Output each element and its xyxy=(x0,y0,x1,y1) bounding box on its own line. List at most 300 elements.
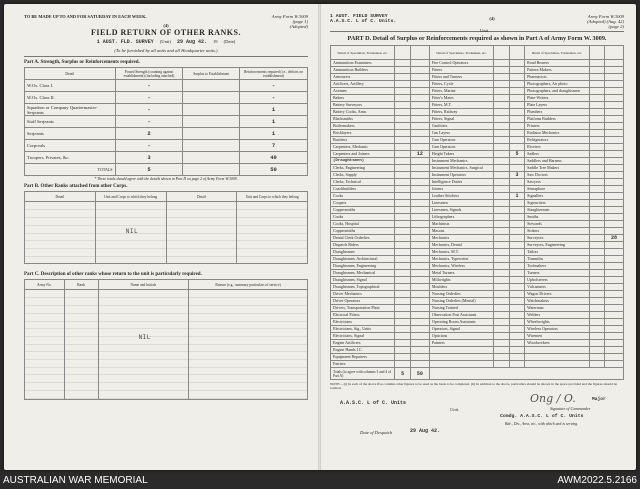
partD-count xyxy=(589,221,604,228)
partA-row xyxy=(25,116,308,128)
partA-cell-reinf: 7 xyxy=(240,140,308,152)
partA-table xyxy=(24,67,308,176)
partD-count xyxy=(410,158,429,165)
partD-trade: Surveyors, Engineering xyxy=(525,242,589,249)
partD-count xyxy=(509,102,524,109)
partD-count xyxy=(589,193,604,200)
partD-trade: Sawyers xyxy=(525,179,589,186)
partD-count xyxy=(605,60,624,67)
partD-count xyxy=(395,305,410,312)
partD-count xyxy=(410,81,429,88)
partD-trade: Platform Builders xyxy=(525,116,589,123)
partD-trade: Nursing Orderlies (Mental) xyxy=(429,298,493,305)
partD-count xyxy=(605,263,624,270)
partD-count xyxy=(494,214,509,221)
partD-count xyxy=(589,88,604,95)
partA-cell-surplus xyxy=(183,116,240,128)
partD-count xyxy=(410,263,429,270)
partD-trade: Saw Doctors xyxy=(525,172,589,179)
partC-header: Name and Initials xyxy=(98,280,189,290)
right-sheet-number: (4) xyxy=(489,16,495,21)
sig-stamp: A.A.S.C. L of C. Units xyxy=(340,400,407,407)
partD-count xyxy=(410,186,429,193)
partD-count xyxy=(589,214,604,221)
partD-count xyxy=(395,263,410,270)
partD-trade: Signwriters xyxy=(525,200,589,207)
partD-row xyxy=(331,200,624,207)
partD-row xyxy=(331,137,624,144)
partD-count xyxy=(589,102,604,109)
date-label: (Date) xyxy=(223,39,236,44)
partD-count xyxy=(494,200,509,207)
partD-trade: Radiator Mechanics xyxy=(525,130,589,137)
partD-count xyxy=(509,130,524,137)
partD-trade: Mechanics, M.T. xyxy=(429,249,493,256)
partD-count xyxy=(410,228,429,235)
partD-trade: Fitters and Turners xyxy=(429,74,493,81)
partD-trade: Road Bearers xyxy=(525,60,589,67)
partA-cell-reinf: - xyxy=(240,92,308,104)
partD-trade xyxy=(525,354,589,361)
partD-count xyxy=(410,109,429,116)
partD-row xyxy=(331,88,624,95)
dispatch-typed: 29 Aug 42. xyxy=(410,428,441,435)
partD-row xyxy=(331,361,624,368)
partD-count xyxy=(410,130,429,137)
partD-count xyxy=(605,298,624,305)
partD-trade: Watchmakers xyxy=(525,298,589,305)
partD-trade: Mechanics xyxy=(429,235,493,242)
right-adopted: (Adopted) (Aug. 42) xyxy=(587,19,624,24)
partD-row xyxy=(331,263,624,270)
partD-row xyxy=(331,242,624,249)
partA-cell-reinf: 50 xyxy=(240,164,308,176)
partD-count xyxy=(509,319,524,326)
partA-row xyxy=(25,128,308,140)
partD-count xyxy=(509,144,524,151)
partD-count xyxy=(410,333,429,340)
partD-trade: Metal Turners xyxy=(429,270,493,277)
partB-header: Detail xyxy=(166,192,237,202)
sig-label: Signature of Commander xyxy=(550,406,591,412)
partD-trade: Surveyors xyxy=(525,235,589,242)
partD-count xyxy=(395,298,410,305)
partD-trade xyxy=(429,347,493,354)
partD-count xyxy=(509,347,524,354)
partD-count xyxy=(395,95,410,102)
partD-col-header: Detail of Specialists, Tradesmen, etc. xyxy=(429,46,493,60)
partD-count xyxy=(395,165,410,172)
partD-count xyxy=(589,333,604,340)
partD-trade: Fitters, Cycle xyxy=(429,81,493,88)
partD-count xyxy=(605,228,624,235)
partD-count xyxy=(410,60,429,67)
partB-title: Part B. Other Ranks attached from other Corps. xyxy=(24,184,128,189)
partD-count xyxy=(395,200,410,207)
partD-count xyxy=(509,333,524,340)
partD-row xyxy=(331,116,624,123)
partD-count xyxy=(589,277,604,284)
right-unit-typed: 1 AUST. FIELD SURVEY xyxy=(330,14,388,19)
partD-row xyxy=(331,305,624,312)
partD-count xyxy=(395,67,410,74)
partA-cell-strength: 2 xyxy=(115,128,183,140)
partD-count xyxy=(395,186,410,193)
partA-cell-surplus xyxy=(183,164,240,176)
partD-trade: Fitter's Mates xyxy=(429,95,493,102)
partD-trade: Photographers, Air photo xyxy=(525,81,589,88)
partD-count xyxy=(589,235,604,242)
partD-trade: Carpenters, Mechanic xyxy=(331,144,395,151)
partD-count xyxy=(410,277,429,284)
partD-trade: Refrigerators xyxy=(525,137,589,144)
partD-row xyxy=(331,270,624,277)
partD-count xyxy=(589,67,604,74)
partD-trade: Engine Artificers xyxy=(331,340,395,347)
partD-count xyxy=(494,291,509,298)
sig-stamp-label: Unit. xyxy=(450,407,460,413)
totals-value: 5 xyxy=(395,368,410,380)
partD-row xyxy=(331,67,624,74)
partD-count xyxy=(589,81,604,88)
partD-row xyxy=(331,333,624,340)
footer-right: AWM2022.5.2166 xyxy=(557,475,637,486)
partD-count xyxy=(509,165,524,172)
partD-count xyxy=(605,186,624,193)
partD-trade: Slaughtermen xyxy=(525,207,589,214)
footer-bar xyxy=(0,472,640,489)
partD-trade: Battery Cooks, Amn. xyxy=(331,109,395,116)
partD-count xyxy=(509,137,524,144)
partA-row xyxy=(25,104,308,116)
partD-trade: Joiners xyxy=(429,186,493,193)
partA-header: Posted Strength (counting against establishment) (including attached) xyxy=(115,68,183,80)
partD-count xyxy=(589,284,604,291)
partD-count xyxy=(494,235,509,242)
partD-count xyxy=(395,74,410,81)
partD-count xyxy=(605,312,624,319)
partD-row xyxy=(331,165,624,172)
partD-trade: Signallers xyxy=(525,193,589,200)
partD-row xyxy=(331,207,624,214)
partA-row xyxy=(25,80,308,92)
partD-trade: Turners xyxy=(525,270,589,277)
partD-count xyxy=(410,165,429,172)
partD-trade: Coachbuilders xyxy=(331,186,395,193)
partD-count xyxy=(509,207,524,214)
partA-cell-strength: 3 xyxy=(115,152,183,164)
partD-count xyxy=(395,88,410,95)
partD-count xyxy=(494,102,509,109)
partD-count xyxy=(494,67,509,74)
partD-count xyxy=(509,221,524,228)
left-page xyxy=(4,4,318,470)
partD-trade: Driver Operators xyxy=(331,298,395,305)
partD-trade: Waterman xyxy=(525,305,589,312)
partD-count xyxy=(410,207,429,214)
partD-count xyxy=(509,200,524,207)
partD-count xyxy=(605,221,624,228)
partD-trade: Saddle Tree Makers xyxy=(525,165,589,172)
partD-count xyxy=(605,116,624,123)
partD-row xyxy=(331,291,624,298)
partD-count xyxy=(494,361,509,368)
partD-trade: Nursing Trained xyxy=(429,305,493,312)
date-typed: 29 Aug 42. xyxy=(176,39,207,45)
date-prefix: 19 xyxy=(212,39,218,44)
partD-trade: Bakers xyxy=(331,95,395,102)
partD-count xyxy=(589,95,604,102)
partD-trade: Mechanics, Typewriter xyxy=(429,256,493,263)
right-page xyxy=(320,4,636,470)
partD-trade: Blacksmiths xyxy=(331,116,395,123)
partD-trade: Draughtsmen, Topographical xyxy=(331,284,395,291)
partD-trade: Engine Hands I.C. xyxy=(331,347,395,354)
partD-trade: Stewards xyxy=(525,221,589,228)
partD-trade: Cooks xyxy=(331,193,395,200)
partD-count xyxy=(494,228,509,235)
partA-cell-strength: - xyxy=(115,140,183,152)
partD-count xyxy=(509,270,524,277)
partA-row xyxy=(25,164,308,176)
partD-count: 12 xyxy=(410,151,429,158)
partB-table xyxy=(24,191,308,264)
partD-trade: Toolmakers xyxy=(525,263,589,270)
partD-count xyxy=(494,123,509,130)
partA-cell-detail: Troopers, Privates, &c. xyxy=(25,152,116,164)
partD-trade: Cooks, Hospital xyxy=(331,221,395,228)
form-title: FIELD RETURN OF OTHER RANKS. xyxy=(91,28,241,37)
partA-cell-detail: Staff Serjeants xyxy=(25,116,116,128)
partD-trade: Observation Post Assistants xyxy=(429,312,493,319)
partD-count xyxy=(410,340,429,347)
partD-count xyxy=(589,291,604,298)
partD-trade: Wagon Drivers xyxy=(525,291,589,298)
partA-cell-reinf: 1 xyxy=(240,104,308,116)
partD-trade: Fitters, Marine xyxy=(429,88,493,95)
partD-count xyxy=(589,326,604,333)
partD-count xyxy=(589,151,604,158)
partD-count xyxy=(494,319,509,326)
totals-label: Totals (to agree with columns 3 and 4 of Part A) xyxy=(331,368,395,380)
partD-count xyxy=(509,256,524,263)
partD-count xyxy=(589,312,604,319)
partA-row xyxy=(25,152,308,164)
partD-trade: Electricians, Signal xyxy=(331,333,395,340)
partA-cell-detail: Corporals xyxy=(25,140,116,152)
partD-count xyxy=(395,256,410,263)
partD-count xyxy=(494,130,509,137)
partA-cell-strength: - xyxy=(115,104,183,116)
partD-count xyxy=(589,158,604,165)
partD-trade: Riveters xyxy=(525,144,589,151)
partD-count xyxy=(589,74,604,81)
partD-count xyxy=(494,340,509,347)
partD-trade: Saddlers and Harness xyxy=(525,158,589,165)
partD-row xyxy=(331,284,624,291)
partD-count xyxy=(395,81,410,88)
partD-count xyxy=(410,221,429,228)
page-number: (page 1) xyxy=(292,19,308,24)
partD-row xyxy=(331,326,624,333)
partD-trade: Linesmen xyxy=(429,200,493,207)
partD-count xyxy=(395,312,410,319)
partD-count xyxy=(509,179,524,186)
partD-row xyxy=(331,214,624,221)
partA-cell-detail: Serjeants xyxy=(25,128,116,140)
partD-count xyxy=(395,116,410,123)
partD-trade: Printers xyxy=(525,123,589,130)
partD-count xyxy=(605,333,624,340)
partD-count xyxy=(589,249,604,256)
partD-count xyxy=(410,95,429,102)
partD-trade: Clerks, Engineering xyxy=(331,165,395,172)
partD-count xyxy=(509,284,524,291)
partD-trade: Electricians, Sig., Units xyxy=(331,326,395,333)
partD-trade: Opticians xyxy=(429,333,493,340)
partD-trade: Gasfitters xyxy=(429,123,493,130)
partD-count xyxy=(395,228,410,235)
partD-count xyxy=(395,123,410,130)
partD-row xyxy=(331,60,624,67)
partD-trade: Mechanics, Wireless xyxy=(429,263,493,270)
partD-row xyxy=(331,95,624,102)
partD-count xyxy=(494,284,509,291)
partD-count xyxy=(494,333,509,340)
partC-header: Army No. xyxy=(25,280,65,290)
partD-trade: Sadlers xyxy=(525,151,589,158)
partD-trade: Gun Operators xyxy=(429,137,493,144)
partD-row xyxy=(331,102,624,109)
partD-count xyxy=(509,95,524,102)
partD-count xyxy=(605,158,624,165)
unit-label: (Unit) xyxy=(159,39,171,44)
partD-count xyxy=(509,277,524,284)
partD-count xyxy=(410,298,429,305)
partD-count xyxy=(605,284,624,291)
partA-cell-strength: - xyxy=(115,80,183,92)
partD-trade: Tinsmiths xyxy=(525,256,589,263)
partD-row xyxy=(331,172,624,179)
partD-count xyxy=(395,277,410,284)
partD-trade: Semaphore xyxy=(525,186,589,193)
partD-count xyxy=(589,361,604,368)
partA-cell-strength: - xyxy=(115,92,183,104)
right-subunit-typed: A.A.S.C. L of C. Units. xyxy=(330,19,397,24)
partD-row xyxy=(331,151,624,158)
partD-row xyxy=(331,249,624,256)
partD-count xyxy=(494,354,509,361)
partD-row xyxy=(331,81,624,88)
partD-count xyxy=(589,130,604,137)
partD-count xyxy=(509,214,524,221)
partA-header: Surplus to Establishment xyxy=(183,68,240,80)
partD-count xyxy=(509,228,524,235)
partD-count xyxy=(494,305,509,312)
partD-count xyxy=(410,116,429,123)
partD-count xyxy=(395,221,410,228)
partD-trade: Instrument Operators xyxy=(429,172,493,179)
partD-count xyxy=(605,144,624,151)
partD-trade: Photographers, and draughtsmen xyxy=(525,88,589,95)
partA-cell-detail: W.Os. Class I. xyxy=(25,80,116,92)
partD-count xyxy=(395,172,410,179)
partD-trade: Drivers, Transportation Plant xyxy=(331,305,395,312)
partD-trade: Stokers xyxy=(525,228,589,235)
partD-trade: Pharmacists xyxy=(525,74,589,81)
partD-count xyxy=(605,305,624,312)
partD-count xyxy=(395,193,410,200)
partD-count xyxy=(589,109,604,116)
partD-count xyxy=(395,242,410,249)
partD-count xyxy=(589,270,604,277)
partD-trade: Instrument Mechanics, Surgical xyxy=(429,165,493,172)
partD-trade: Driver Mechanics xyxy=(331,291,395,298)
partD-row xyxy=(331,256,624,263)
partD-trade: Height Takers xyxy=(429,151,493,158)
partD-trade: Draughtsmen, Architectural xyxy=(331,256,395,263)
partD-row xyxy=(331,144,624,151)
partA-cell-surplus xyxy=(183,128,240,140)
partD-count xyxy=(605,109,624,116)
partD-count xyxy=(589,137,604,144)
partD-count xyxy=(410,67,429,74)
partD-count xyxy=(410,305,429,312)
partD-trade: Axemen xyxy=(331,88,395,95)
partA-cell-surplus xyxy=(183,152,240,164)
partD-count xyxy=(605,137,624,144)
partD-count xyxy=(509,88,524,95)
signature-rank: Major xyxy=(592,397,606,403)
partD-count xyxy=(494,263,509,270)
partD-count xyxy=(410,270,429,277)
partD-count xyxy=(605,340,624,347)
partD-count xyxy=(605,242,624,249)
partD-col-header: Detail of Specialists, Tradesmen, etc. xyxy=(525,46,589,60)
partD-row xyxy=(331,74,624,81)
comd-label: Bde., Div., Area, etc., with which unit is serving. xyxy=(505,422,579,427)
partA-row xyxy=(25,92,308,104)
partC-header: Reason (e.g., summary particulars of service) xyxy=(189,280,308,290)
partD-count xyxy=(410,144,429,151)
partA-cell-surplus xyxy=(183,92,240,104)
partA-cell-surplus xyxy=(183,140,240,152)
adopted-label: (Adopted) xyxy=(289,24,308,29)
partD-count xyxy=(410,319,429,326)
partD-count xyxy=(589,186,604,193)
partD-count xyxy=(410,347,429,354)
partD-count xyxy=(589,116,604,123)
partD-trade: Millwrights xyxy=(429,277,493,284)
partD-count xyxy=(605,165,624,172)
partD-count xyxy=(509,326,524,333)
partD-count xyxy=(494,221,509,228)
partD-count xyxy=(589,60,604,67)
partD-trade: Intelligence Duties xyxy=(429,179,493,186)
partD-row xyxy=(331,354,624,361)
partD-count xyxy=(395,214,410,221)
partD-count xyxy=(605,193,624,200)
partA-cell-reinf: 1 xyxy=(240,128,308,140)
partD-count xyxy=(509,340,524,347)
partD-trade: Clerks, Technical xyxy=(331,179,395,186)
partD-trade: Ammunition Builders xyxy=(331,67,395,74)
partD-trade: Fitters, Railway xyxy=(429,109,493,116)
partD-count xyxy=(605,200,624,207)
partD-row xyxy=(331,109,624,116)
right-form-number: Army Form W.3009 xyxy=(587,14,624,19)
partD-count xyxy=(494,158,509,165)
